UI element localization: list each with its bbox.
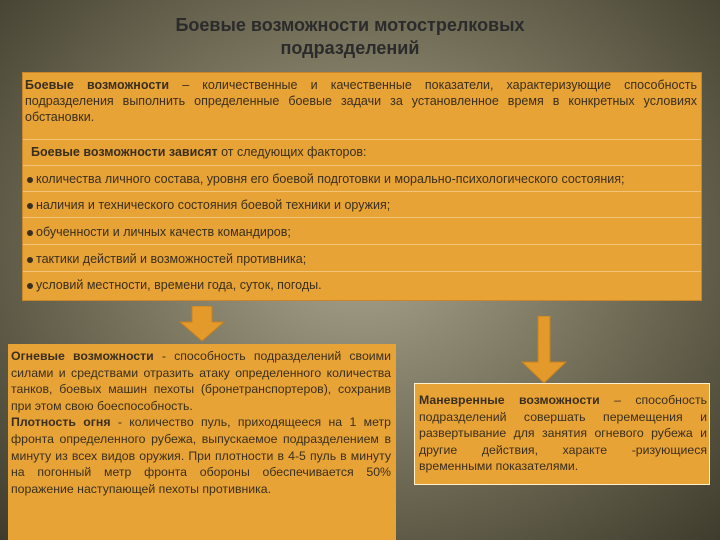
maneuver-capabilities-text [419,392,707,475]
definition-term: Боевые возможности [25,78,170,92]
maneuver-body: – способность подразделений совершать перемещения и развертывание для занятия огневого рубежа и другие действия, характе -ризующиеся временными показателями. [419,393,707,474]
factor-item [27,252,306,266]
definition-panel [22,72,702,301]
bullet-dot-icon [27,230,33,236]
fire-density-term: Плотность огня [11,415,111,430]
fire-body: - способность подразделений своими силами и средствами отразить атаку определенного количества танков, боевых машин пехоты (бронетранспортеров), сохранив при этом свою боеспособность. [11,349,391,413]
fire-density-body: - количество пуль, приходящееся на 1 метр фронта определенного рубежа, выпускаемое подразделением в минуту из всех видов оружия. При плотности в 4-5 пуль в минуту на погонный метр фронта обороны обеспечивается 50% поражение наступающей пехоты противника. [11,415,391,496]
factor-item [27,225,291,239]
factors-lead-term: Боевые возможности зависят [31,145,218,159]
fire-capabilities-text [11,348,391,497]
divider [23,191,701,192]
factor-text: условий местности, времени года, суток, погоды. [36,278,322,292]
bullet-dot-icon [27,203,33,209]
fire-capabilities-panel [8,344,396,540]
bullet-dot-icon [27,257,33,263]
bullet-dot-icon [27,283,33,289]
factor-text: наличия и технического состояния боевой техники и оружия; [36,198,391,212]
factor-item [27,278,322,292]
definition-body: – количественные и качественные показатели, характеризующие способность подразделения выполнить определенные боевые задачи за установленное время в конкретных условиях обстановки. [25,78,697,124]
maneuver-term: Маневренные возможности [419,393,600,407]
factor-item [27,198,390,212]
bullet-dot-icon [27,177,33,183]
factor-text: обученности и личных качеств командиров; [36,225,291,239]
divider [23,139,701,140]
down-arrow-left-icon [178,306,226,342]
divider [23,165,701,166]
down-arrow-right-icon [520,316,568,384]
divider [23,244,701,245]
factors-lead [31,145,367,159]
divider [23,271,701,272]
factor-text: количества личного состава, уровня его боевой подготовки и морально-психологического состояния; [36,172,625,186]
fire-term: Огневые возможности [11,349,154,363]
slide-title: Боевые возможности мотострелковых подразделений [175,15,525,58]
divider [23,217,701,218]
definition-text [25,77,697,125]
factor-item [27,172,625,186]
factor-text: тактики действий и возможностей противника; [36,252,307,266]
factors-lead-body: от следующих факторов: [217,145,367,159]
maneuver-capabilities-panel [414,383,710,485]
